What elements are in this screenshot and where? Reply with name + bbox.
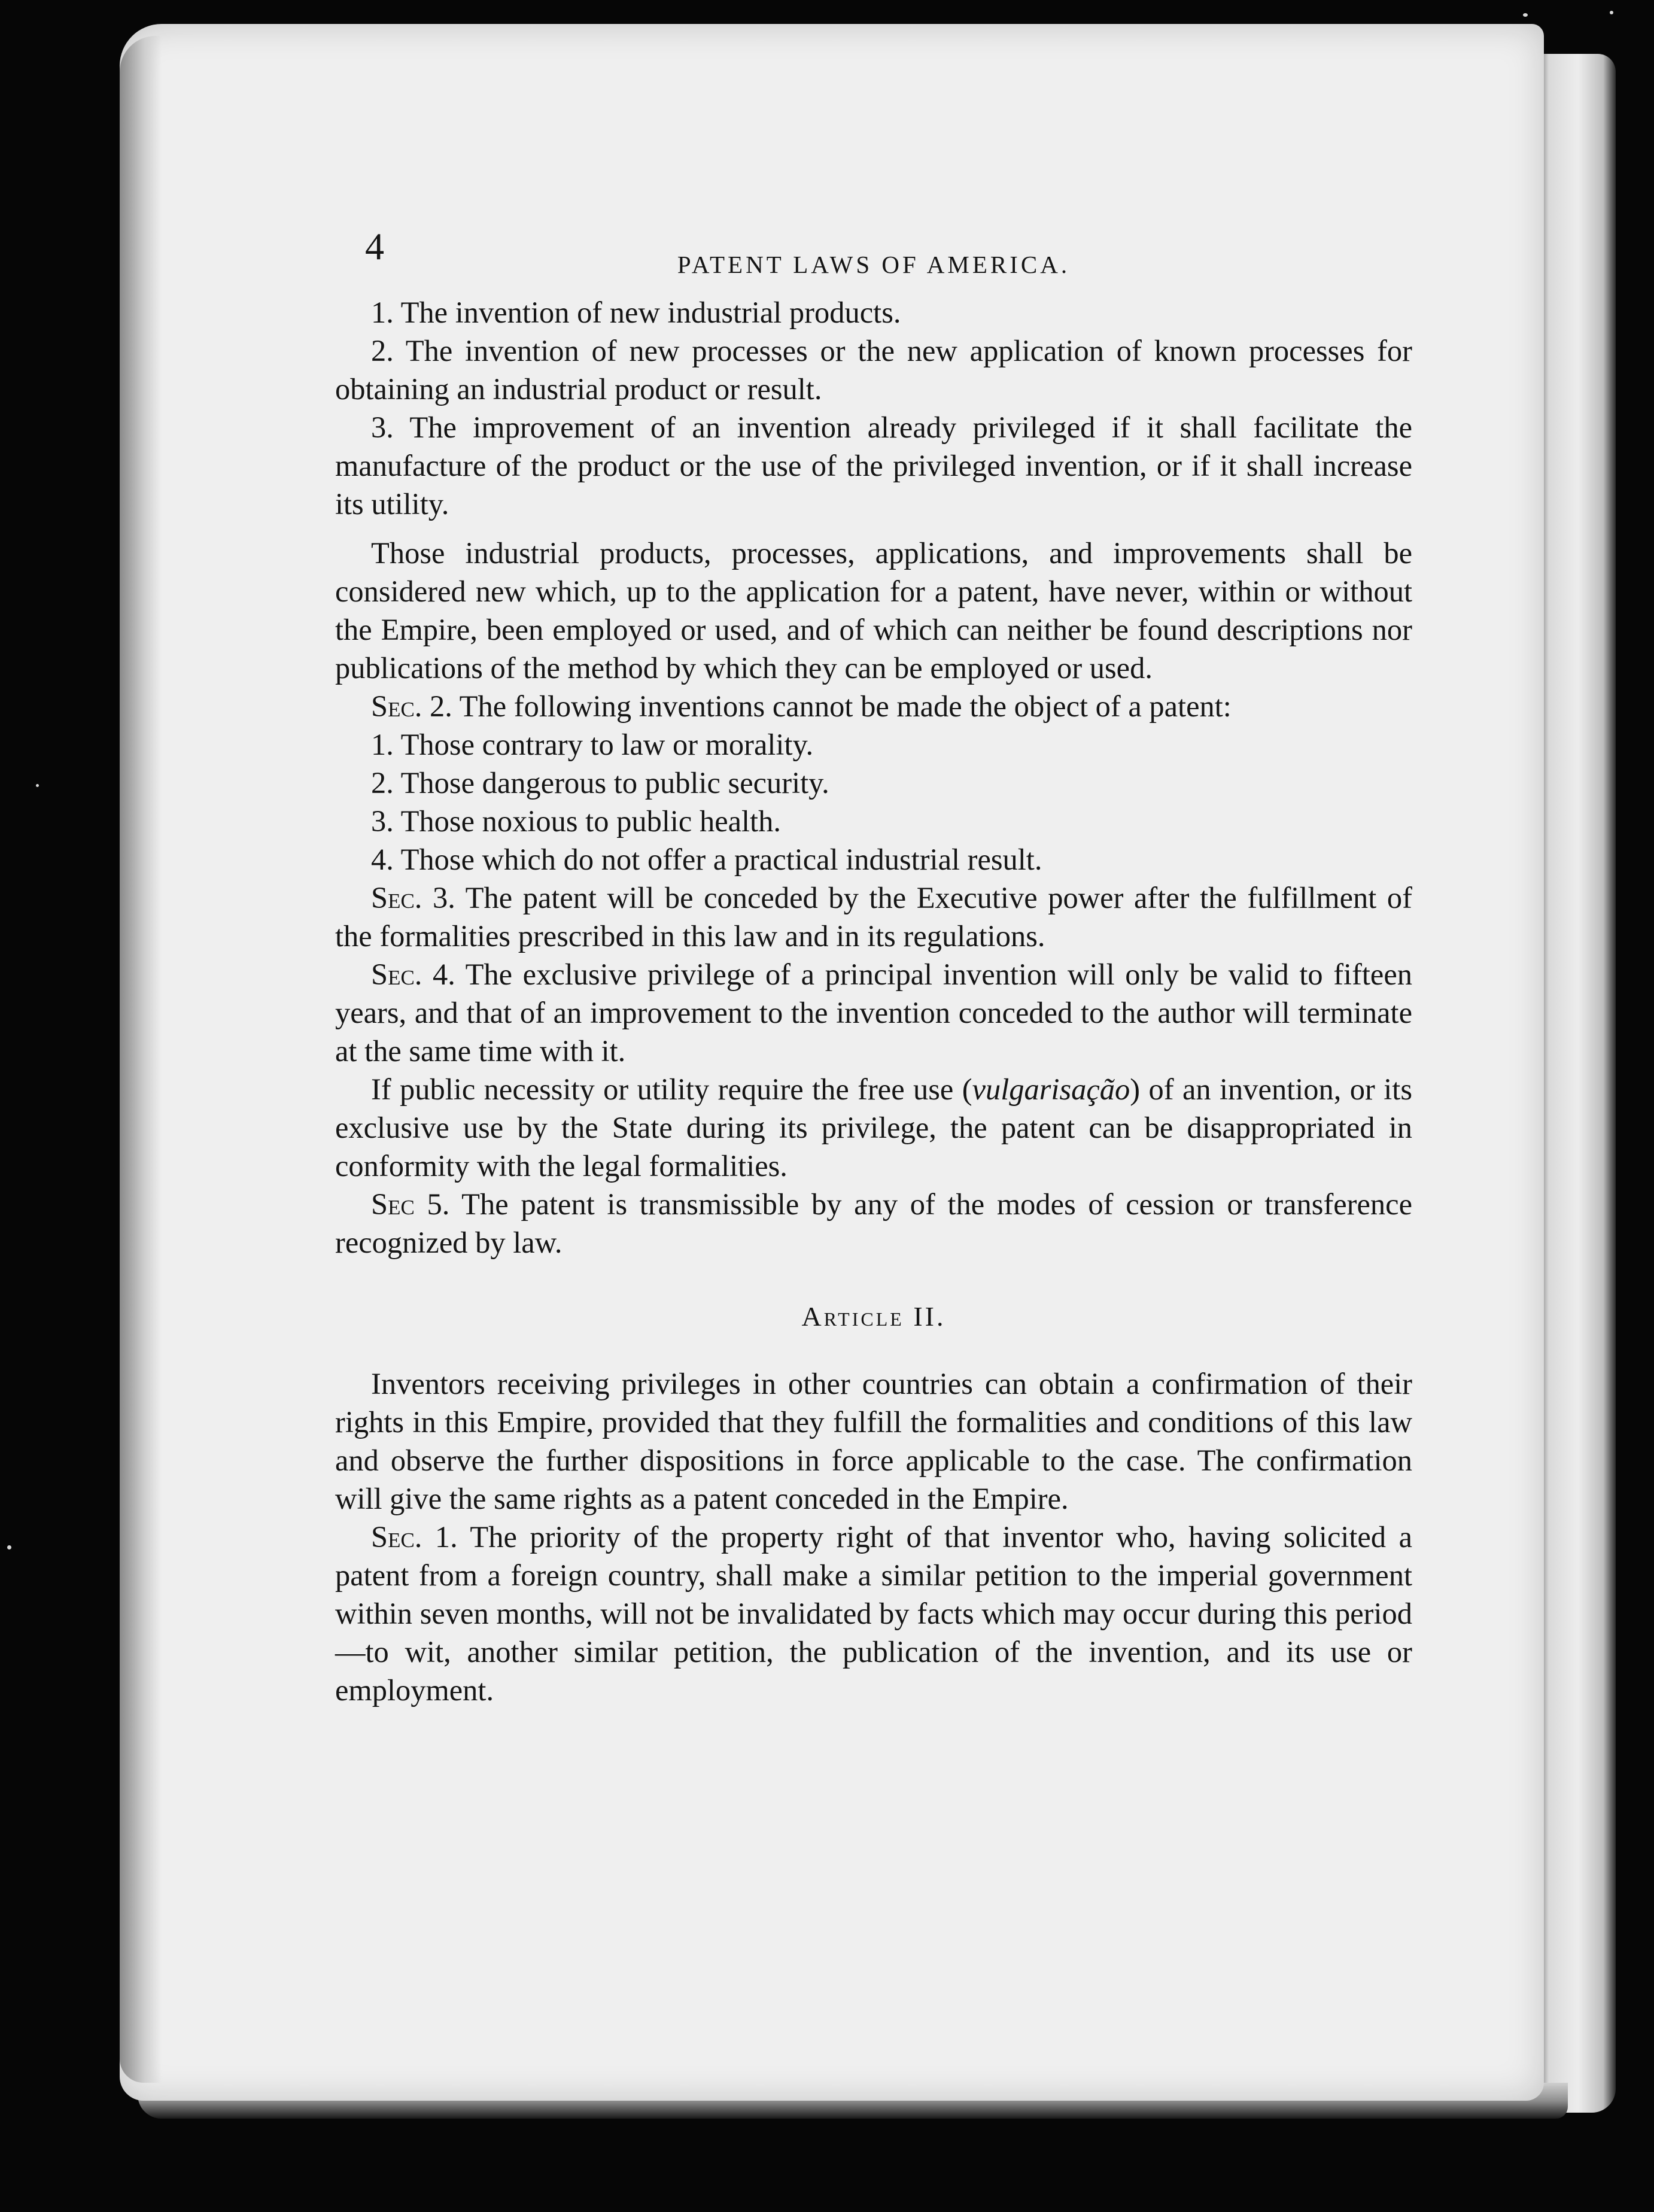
list-item: 2. Those dangerous to public security. [371,766,829,800]
novelty-paragraph: Those industrial products, processes, applications, and improvements shall be considered new which, up to the application for a patent, have never, within or without the Empire, been employed or used, and of which can neither be found descriptions nor publications of the method by which they can be employed or used. [335,536,1412,685]
item-3: 3. The improvement of an invention already privileged if it shall facilitate the manufacture of the product or the use of the privileged invention, or if it shall increase its utility. [335,411,1412,521]
section-label: Sec 5. [371,1187,450,1221]
article-heading: Article II. [801,1301,946,1332]
section-text: The following inventions cannot be made the object of a patent: [459,689,1232,723]
page-header [335,227,1412,293]
list-item: 4. Those which do not offer a practical industrial result. [371,843,1042,876]
italic-term: vulgarisação [972,1072,1130,1106]
section-label: Sec. 1. [371,1520,458,1554]
page-gutter-shadow [120,36,162,2083]
section-2 [335,687,1412,725]
section-5 [335,1185,1412,1262]
article-intro: Inventors receiving privileges in other countries can obtain a confirmation of their rights in this Empire, provided that they fulfill the formalities and conditions of this law and observe the further dispositions in force applicable to the case. The confirmation will give the same rights as a patent conceded in the Empire. [335,1367,1412,1515]
public-use-paragraph: If public necessity or utility require the free use (vulgarisação) of an invention, or its exclusive use by the State during its privilege, the patent can be disappropriated in conformity with the legal formalities. [335,1072,1412,1183]
section-text: The exclusive privilege of a principal invention will only be valid to fifteen years, and that of an improvement to the invention conceded to the author will terminate at the same time with it. [335,958,1412,1068]
running-head: PATENT LAWS OF AMERICA. [677,251,1071,278]
section-label: Sec. 3. [371,881,455,914]
article-section-1 [335,1518,1412,1709]
scan-speck [1610,11,1613,14]
section-text: The priority of the property right of that inventor who, having solicited a patent from a foreign country, shall make a similar petition to the imperial government within seven months, will not be invalidated by facts which may occur during this period—to wit, another similar petition, the publication of the invention, and its use or employment. [335,1520,1412,1707]
section-3 [335,879,1412,955]
page-right-edge [1532,54,1616,2113]
section-label: Sec. 4. [371,958,455,991]
scan-speck [7,1545,11,1549]
page-text [335,227,1412,1709]
page-number: 4 [365,225,384,268]
scan-speck [36,784,39,787]
section-text: The patent is transmissible by any of the modes of cession or transference recognized by law. [335,1187,1412,1259]
section-text: The patent will be conceded by the Executive power after the fulfillment of the formalities prescribed in this law and in its regulations. [335,881,1412,953]
section-label: Sec. 2. [371,689,452,723]
list-item: 1. Those contrary to law or morality. [371,728,814,761]
item-2: 2. The invention of new processes or the new application of known processes for obtaining an industrial product or result. [335,334,1412,406]
list-item: 3. Those noxious to public health. [371,804,781,838]
item-1: 1. The invention of new industrial products. [371,296,901,329]
scan-speck [1523,13,1528,17]
section-4 [335,955,1412,1070]
